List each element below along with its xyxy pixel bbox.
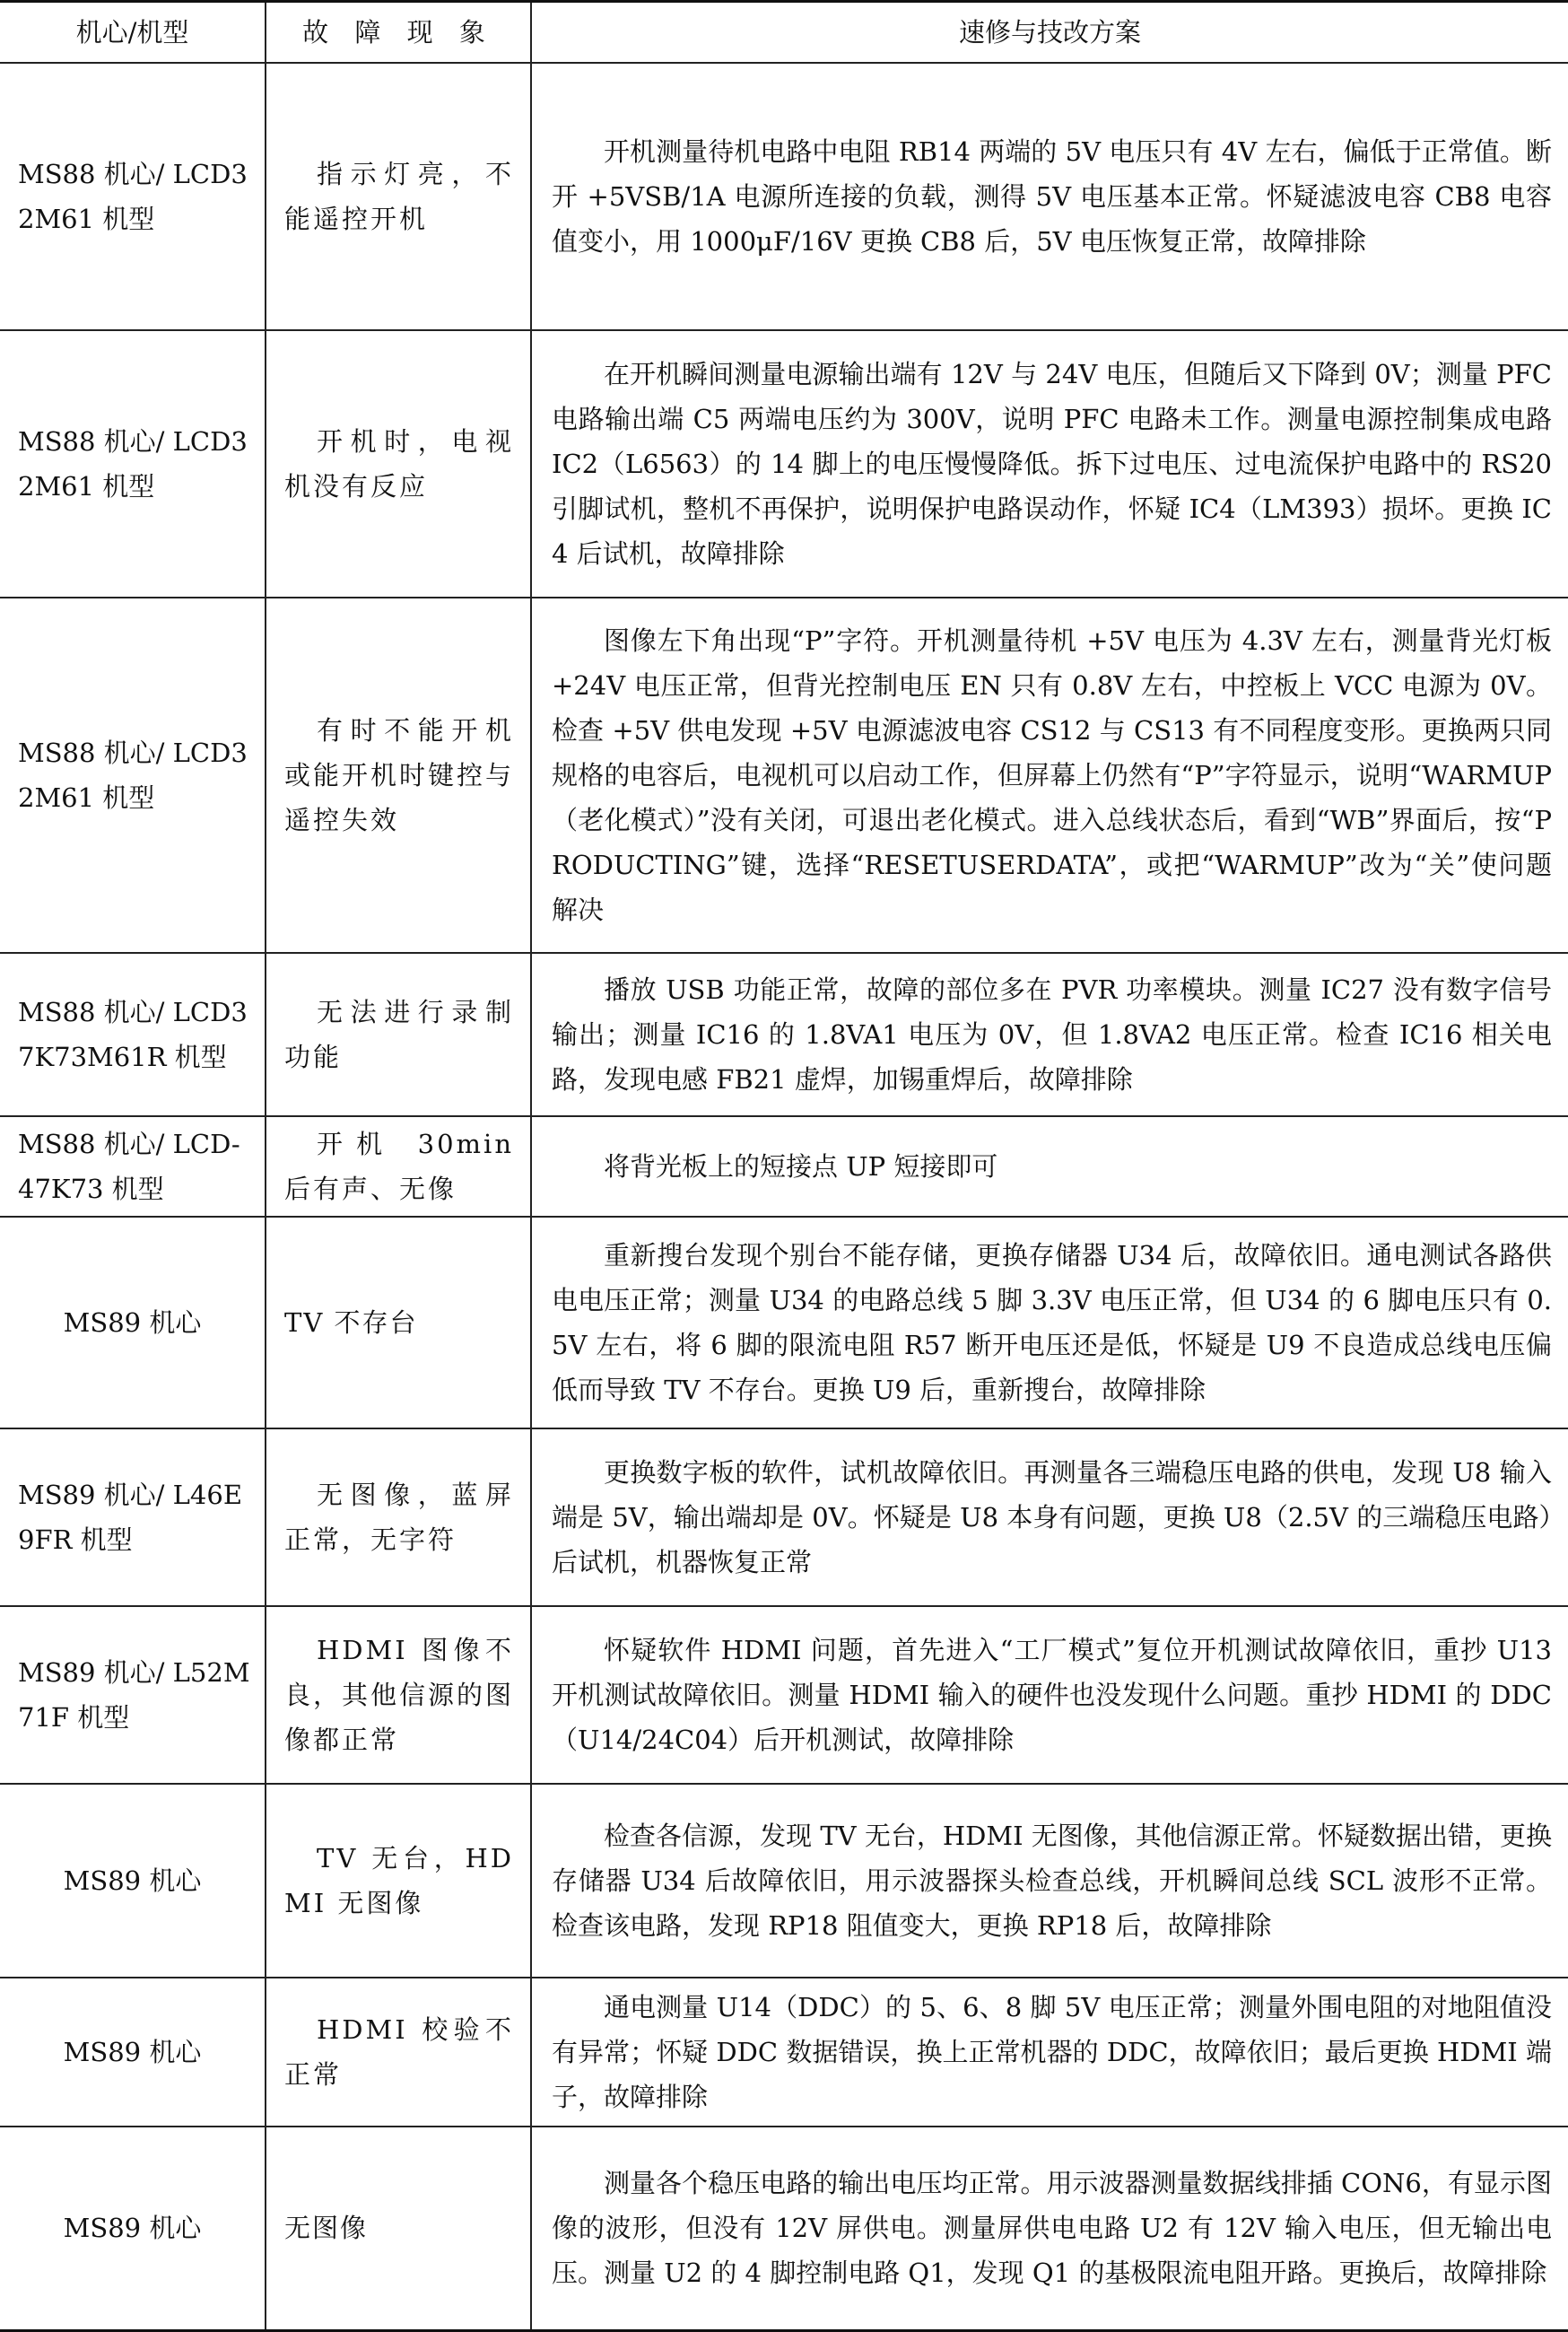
cell-model: MS89 机心: [0, 1784, 266, 1978]
cell-model: MS88 机心/ LCD-47K73 机型: [0, 1116, 266, 1217]
cell-symptom: 无图像: [266, 2127, 531, 2331]
cell-symptom: TV 不存台: [266, 1217, 531, 1428]
cell-solution: 播放 USB 功能正常，故障的部位多在 PVR 功率模块。测量 IC27 没有数字信号输出；测量 IC16 的 1.8VA1 电压为 0V，但 1.8VA2 电压正常。检查 IC16 相关电路，发现电感 FB21 虚焊，加锡重焊后，故障排除: [531, 953, 1568, 1116]
cell-solution: 怀疑软件 HDMI 问题，首先进入“工厂模式”复位开机测试故障依旧，重抄 U13 开机测试故障依旧。测量 HDMI 输入的硬件也没发现什么问题。重抄 HDMI 的 DDC（U14/24C04）后开机测试，故障排除: [531, 1606, 1568, 1784]
cell-solution: 重新搜台发现个别台不能存储，更换存储器 U34 后，故障依旧。通电测试各路供电电压正常；测量 U34 的电路总线 5 脚 3.3V 电压正常，但 U34 的 6 脚电压只有 0.5V 左右，将 6 脚的限流电阻 R57 断开电压还是低，怀疑是 U9 不良造成总线电压偏低而导致 TV 不存台。更换 U9 后，重新搜台，故障排除: [531, 1217, 1568, 1428]
header-symptom: 故 障 现 象: [266, 2, 531, 63]
table-row: [0, 1606, 1568, 1784]
header-solution: 速修与技改方案: [531, 2, 1568, 63]
cell-symptom: HDMI 校验不正常: [266, 1978, 531, 2127]
table-row: [0, 1217, 1568, 1428]
table-row: [0, 1978, 1568, 2127]
cell-model: MS89 机心/ L46E9FR 机型: [0, 1428, 266, 1606]
cell-symptom: 无法进行录制功能: [266, 953, 531, 1116]
table-row: [0, 2127, 1568, 2331]
cell-solution: 通电测量 U14（DDC）的 5、6、8 脚 5V 电压正常；测量外围电阻的对地阻值没有异常；怀疑 DDC 数据错误，换上正常机器的 DDC，故障依旧；最后更换 HDMI 端子，故障排除: [531, 1978, 1568, 2127]
table-row: [0, 330, 1568, 598]
cell-symptom: 开机 30min 后有声、无像: [266, 1116, 531, 1217]
cell-model: MS88 机心/ LCD32M61 机型: [0, 330, 266, 598]
table-row: [0, 1784, 1568, 1978]
cell-symptom: 无图像，蓝屏正常，无字符: [266, 1428, 531, 1606]
cell-symptom: TV 无台，HDMI 无图像: [266, 1784, 531, 1978]
table-row: [0, 598, 1568, 953]
cell-model: MS89 机心: [0, 1978, 266, 2127]
cell-solution: 检查各信源，发现 TV 无台，HDMI 无图像，其他信源正常。怀疑数据出错，更换存储器 U34 后故障依旧，用示波器探头检查总线，开机瞬间总线 SCL 波形不正常。检查该电路，发现 RP18 阻值变大，更换 RP18 后，故障排除: [531, 1784, 1568, 1978]
cell-solution: 开机测量待机电路中电阻 RB14 两端的 5V 电压只有 4V 左右，偏低于正常值。断开 +5VSB/1A 电源所连接的负载，测得 5V 电压基本正常。怀疑滤波电容 CB8 电容值变小，用 1000μF/16V 更换 CB8 后，5V 电压恢复正常，故障排除: [531, 63, 1568, 330]
cell-model: MS88 机心/ LCD37K73M61R 机型: [0, 953, 266, 1116]
cell-model: MS89 机心: [0, 1217, 266, 1428]
table-row: [0, 953, 1568, 1116]
cell-solution: 更换数字板的软件，试机故障依旧。再测量各三端稳压电路的供电，发现 U8 输入端是 5V，输出端却是 0V。怀疑是 U8 本身有问题，更换 U8（2.5V 的三端稳压电路）后试机，机器恢复正常: [531, 1428, 1568, 1606]
cell-solution: 测量各个稳压电路的输出电压均正常。用示波器测量数据线排插 CON6，有显示图像的波形，但没有 12V 屏供电。测量屏供电电路 U2 有 12V 输入电压，但无输出电压。测量 U2 的 4 脚控制电路 Q1，发现 Q1 的基极限流电阻开路。更换后，故障排除: [531, 2127, 1568, 2331]
cell-solution: 图像左下角出现“P”字符。开机测量待机 +5V 电压为 4.3V 左右，测量背光灯板 +24V 电压正常，但背光控制电压 EN 只有 0.8V 左右，中控板上 VCC 电源为 0V。检查 +5V 供电发现 +5V 电源滤波电容 CS12 与 CS13 有不同程度变形。更换两只同规格的电容后，电视机可以启动工作，但屏幕上仍然有“P”字符显示，说明“WARMUP（老化模式）”没有关闭，可退出老化模式。进入总线状态后，看到“WB”界面后，按“PRODUCTING”键，选择“RESETUSERDATA”，或把“WARMUP”改为“关”使问题解决: [531, 598, 1568, 953]
cell-model: MS89 机心: [0, 2127, 266, 2331]
cell-symptom: HDMI 图像不良，其他信源的图像都正常: [266, 1606, 531, 1784]
table-row: [0, 1428, 1568, 1606]
table-row: [0, 63, 1568, 330]
cell-solution: 将背光板上的短接点 UP 短接即可: [531, 1116, 1568, 1217]
cell-solution: 在开机瞬间测量电源输出端有 12V 与 24V 电压，但随后又下降到 0V；测量 PFC 电路输出端 C5 两端电压约为 300V，说明 PFC 电路未工作。测量电源控制集成电路 IC2（L6563）的 14 脚上的电压慢慢降低。拆下过电压、过电流保护电路中的 RS20 引脚试机，整机不再保护，说明保护电路误动作，怀疑 IC4（LM393）损坏。更换 IC4 后试机，故障排除: [531, 330, 1568, 598]
header-row: [0, 2, 1568, 63]
cell-model: MS88 机心/ LCD32M61 机型: [0, 63, 266, 330]
cell-symptom: 开机时，电视机没有反应: [266, 330, 531, 598]
table-row: [0, 1116, 1568, 1217]
cell-model: MS89 机心/ L52M71F 机型: [0, 1606, 266, 1784]
cell-model: MS88 机心/ LCD32M61 机型: [0, 598, 266, 953]
cell-symptom: 有时不能开机或能开机时键控与遥控失效: [266, 598, 531, 953]
header-model: 机心/机型: [0, 2, 266, 63]
cell-symptom: 指示灯亮，不能遥控开机: [266, 63, 531, 330]
